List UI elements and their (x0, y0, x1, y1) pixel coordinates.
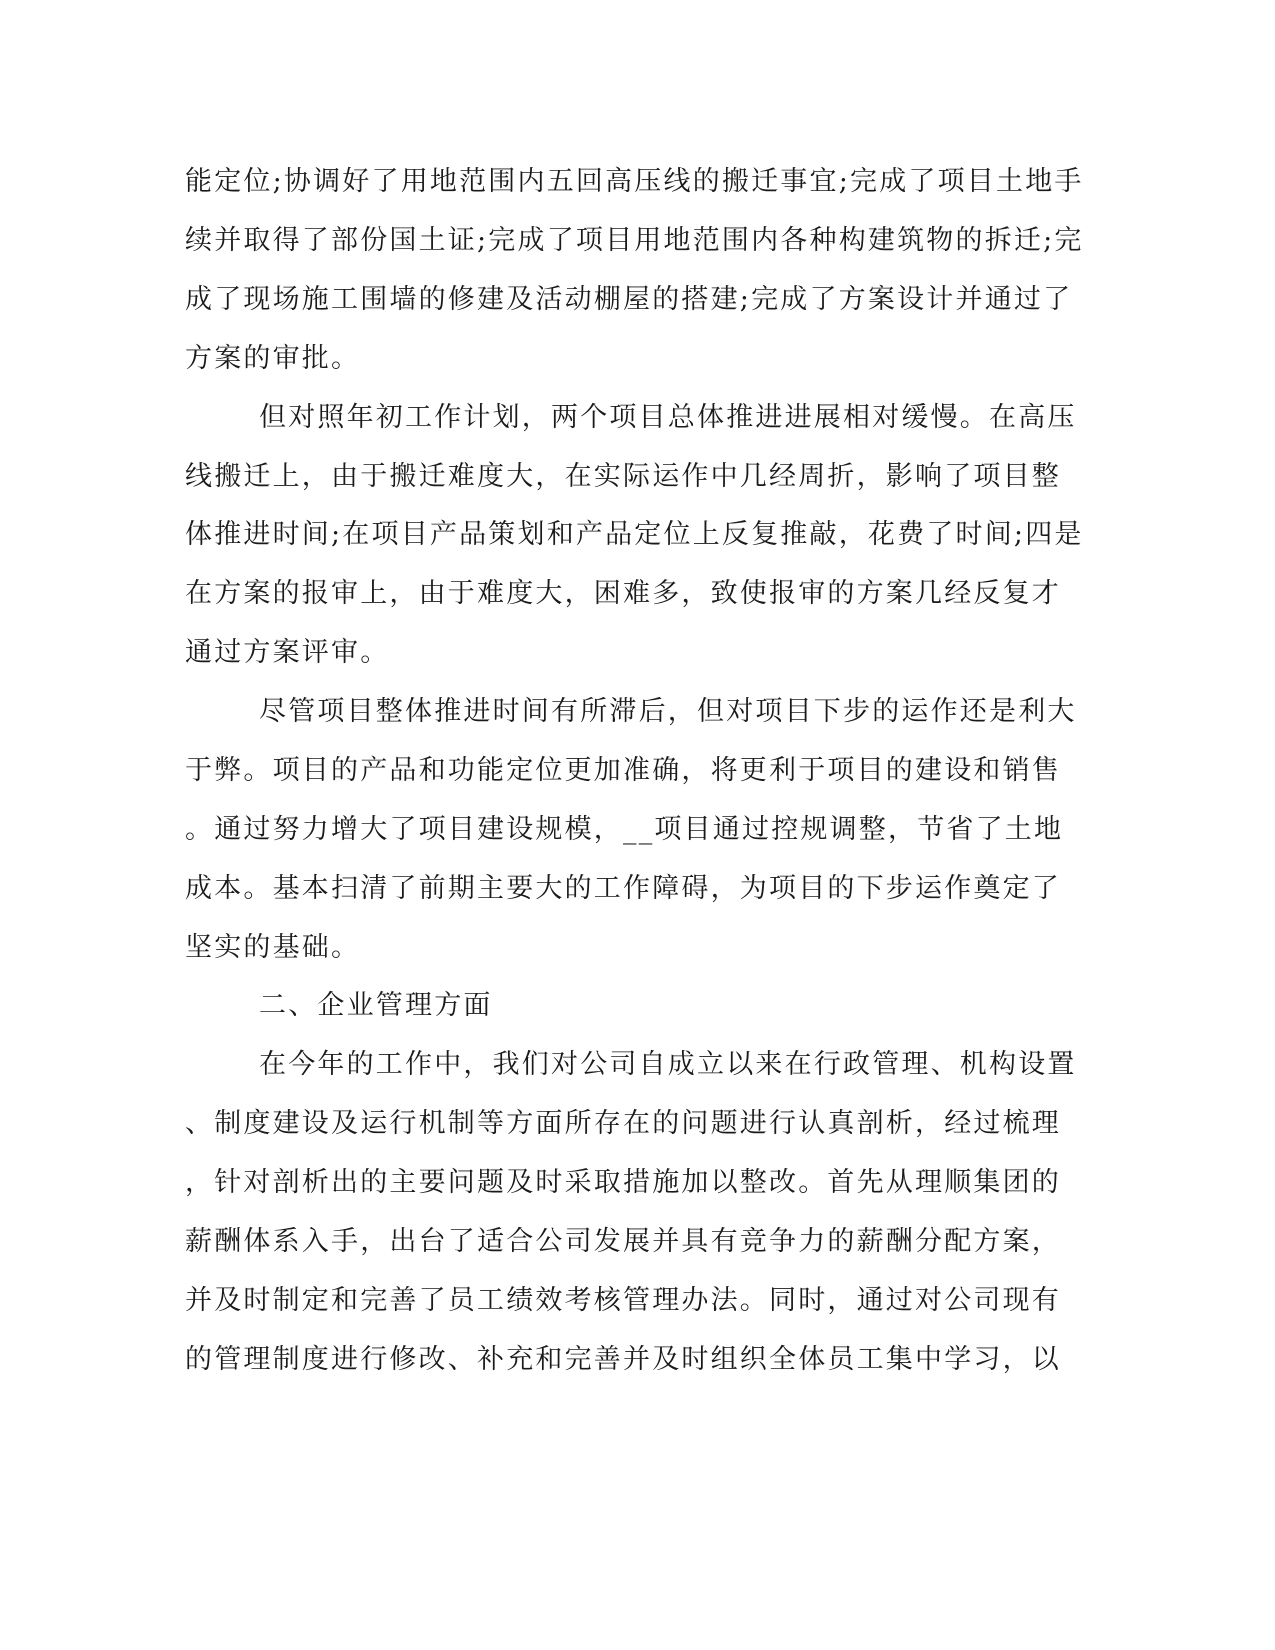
text-line: 于弊。项目的产品和功能定位更加准确，将更利于项目的建设和销售 (185, 755, 1061, 786)
text-line: 尽管项目整体推进时间有所滞后，但对项目下步的运作还是利大 (259, 696, 1077, 727)
text-line: 、制度建设及运行机制等方面所存在的问题进行认真剖析，经过梳理 (185, 1108, 1061, 1139)
text-line: 方案的审批。 (185, 343, 361, 374)
text-line: 通过方案评审。 (185, 637, 390, 668)
text-line: ，针对剖析出的主要问题及时采取措施加以整改。首先从理顺集团的 (185, 1167, 1061, 1198)
text-line: 能定位;协调好了用地范围内五回高压线的搬迁事宜;完成了项目土地手 (185, 166, 1084, 197)
text-line: 在今年的工作中，我们对公司自成立以来在行政管理、机构设置 (259, 1049, 1077, 1080)
section-heading: 二、企业管理方面 (259, 990, 493, 1021)
text-line: 成本。基本扫清了前期主要大的工作障碍，为项目的下步运作奠定了 (185, 873, 1061, 904)
text-line: 续并取得了部份国土证;完成了项目用地范围内各种构建筑物的拆迁;完 (185, 225, 1084, 256)
text-line: 。通过努力增大了项目建设规模，__项目通过控规调整，节省了土地 (185, 814, 1064, 845)
text-line: 坚实的基础。 (185, 932, 361, 963)
text-line: 但对照年初工作计划，两个项目总体推进进展相对缓慢。在高压 (259, 402, 1077, 433)
text-line: 并及时制定和完善了员工绩效考核管理办法。同时，通过对公司现有 (185, 1285, 1061, 1316)
text-line: 薪酬体系入手，出台了适合公司发展并具有竞争力的薪酬分配方案， (185, 1226, 1061, 1257)
text-line: 线搬迁上，由于搬迁难度大，在实际运作中几经周折，影响了项目整 (185, 461, 1061, 492)
text-line: 的管理制度进行修改、补充和完善并及时组织全体员工集中学习，以 (185, 1344, 1061, 1375)
text-line: 体推进时间;在项目产品策划和产品定位上反复推敲，花费了时间;四是 (185, 519, 1084, 550)
text-line: 成了现场施工围墙的修建及活动棚屋的搭建;完成了方案设计并通过了 (185, 284, 1073, 315)
text-line: 在方案的报审上，由于难度大，困难多，致使报审的方案几经反复才 (185, 578, 1061, 609)
